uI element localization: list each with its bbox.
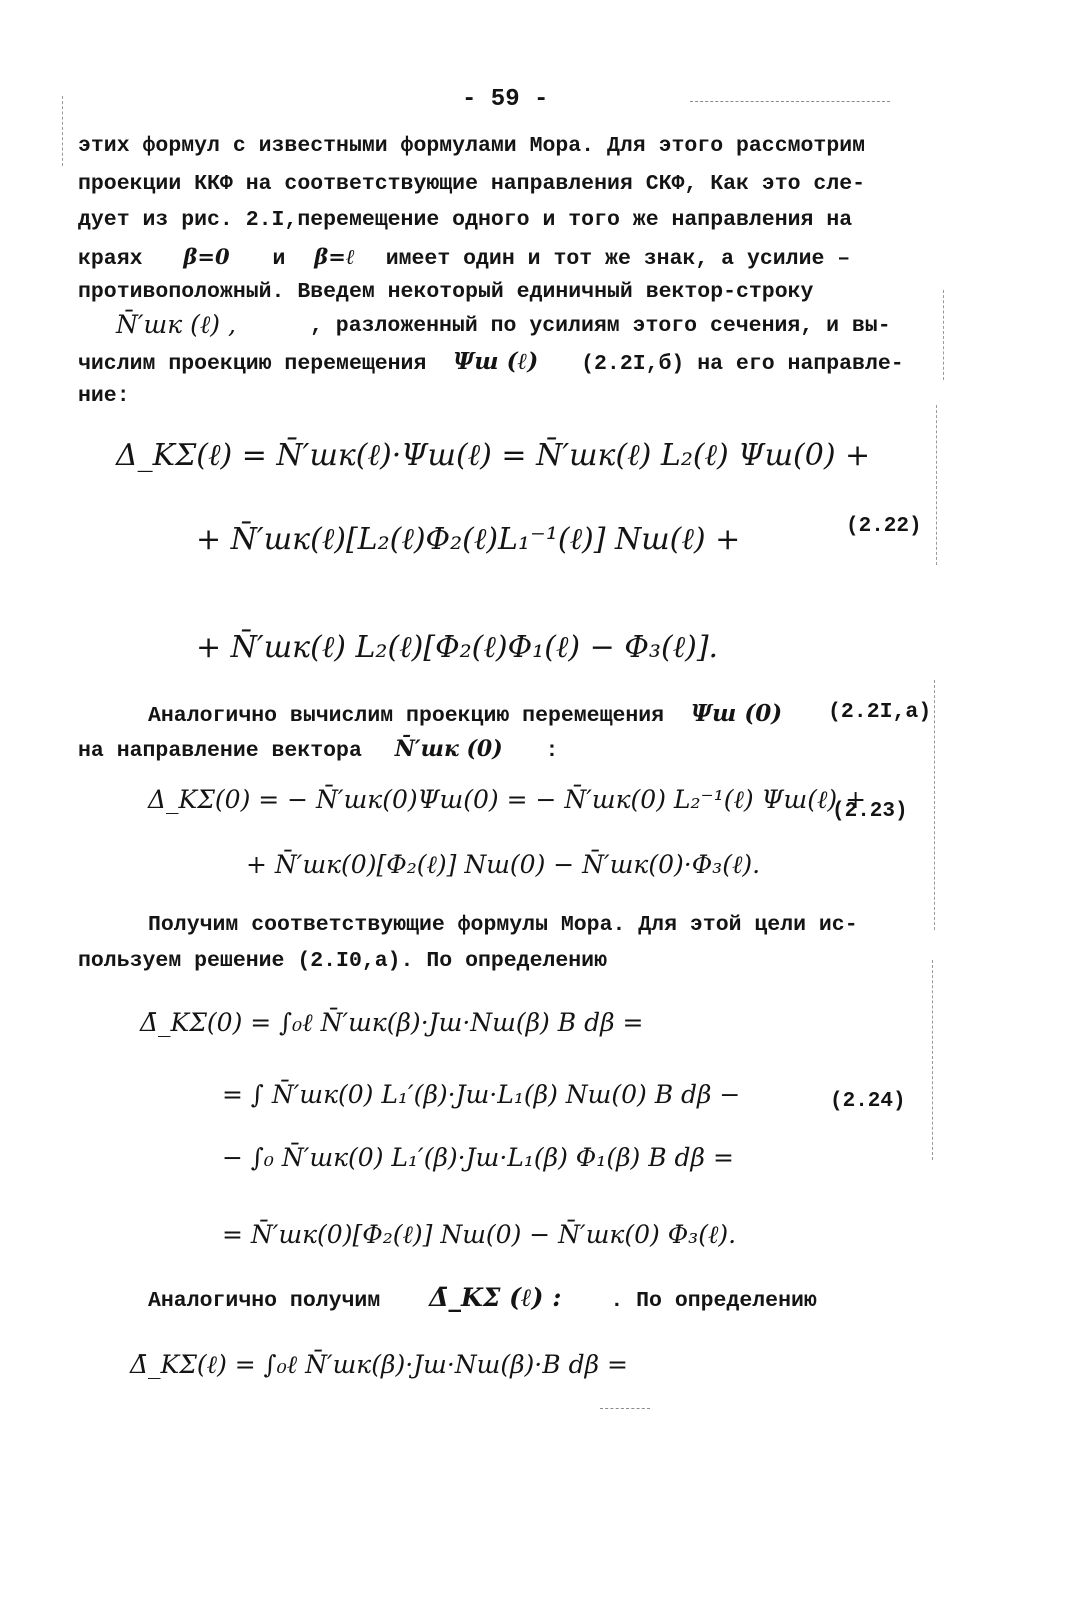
math-delta-ell: Δ̄_KΣ (ℓ) :: [429, 1283, 562, 1312]
equation-2-22-line-1: Δ_KΣ(ℓ) = N̄′шк(ℓ)·Ψш(ℓ) = N̄′шк(ℓ) L₂(ℓ) Ψш(0) +: [116, 438, 871, 473]
equation-2-22-line-3: + N̄′шк(ℓ) L₂(ℓ)[Φ₂(ℓ)Φ₁(ℓ) − Φ₃(ℓ)].: [196, 630, 719, 665]
scan-artifact-margin-right: [934, 680, 935, 930]
text-span: Аналогично вычислим проекцию перемещения: [148, 704, 665, 728]
equation-2-24-line-2: = ∫ N̄′шк(0) L₁′(β)·Jш·L₁(β) Nш(0) B dβ −: [222, 1080, 741, 1109]
equation-2-24-line-1: Δ̄_KΣ(0) = ∫₀ℓ N̄′шк(β)·Jш·Nш(β) B dβ =: [140, 1008, 644, 1037]
text-span: :: [545, 739, 559, 763]
scan-artifact-line: [690, 101, 890, 102]
paragraph-4-line-1: [148, 1283, 817, 1313]
equation-2-24-line-3: − ∫₀ N̄′шк(0) L₁′(β)·Jш·L₁(β) Φ₁(β) B dβ =: [222, 1143, 734, 1172]
equation-reference: (2.2I,а): [828, 700, 932, 724]
scan-artifact-margin-left: [62, 96, 63, 166]
scan-artifact-margin-right: [943, 290, 944, 380]
text-span: краях: [78, 247, 143, 271]
equation-2-23-line-1: Δ_KΣ(0) = − N̄′шк(0)Ψш(0) = − N̄′шк(0) L₂⁻¹(ℓ) Ψш(ℓ) +: [148, 785, 867, 814]
paragraph-1-line-4: [78, 244, 850, 271]
math-inline-vector: N̄′шк (ℓ) ,: [116, 310, 236, 339]
text-span: Аналогично получим: [148, 1289, 381, 1313]
math-beta-ell: β=ℓ: [314, 244, 355, 269]
paragraph-1-line-7: [78, 348, 904, 376]
paragraph-1-line-6: , разложенный по усилиям этого сечения, и вы-: [310, 314, 891, 338]
math-psi-zero: Ψш (0): [691, 700, 783, 727]
equation-2-24-line-4: = N̄′шк(0)[Φ₂(ℓ)] Nш(0) − N̄′шк(0) Φ₃(ℓ).: [222, 1220, 737, 1249]
equation-final-line-1: Δ̄_KΣ(ℓ) = ∫₀ℓ N̄′шк(β)·Jш·Nш(β)·B dβ =: [130, 1350, 628, 1379]
math-beta-zero: β=0: [183, 244, 230, 269]
paragraph-1-line-1: этих формул с известными формулами Мора. Для этого рассмотрим: [78, 134, 866, 158]
math-psi-ell: Ψш (ℓ): [453, 348, 539, 375]
paragraph-2-line-1: [148, 700, 782, 728]
equation-2-23-line-2: + N̄′шк(0)[Φ₂(ℓ)] Nш(0) − N̄′шк(0)·Φ₃(ℓ).: [246, 850, 761, 879]
paragraph-1-line-5: противоположный. Введем некоторый единичный вектор-строку: [78, 280, 814, 304]
text-span: . По определению: [610, 1289, 817, 1313]
paragraph-2-line-2: [78, 736, 558, 763]
paragraph-1-line-3: дует из рис. 2.I,перемещение одного и того же направления на: [78, 208, 853, 232]
paragraph-3-line-2: пользуем решение (2.I0,а). По определению: [78, 949, 607, 973]
scan-artifact-line: [600, 1408, 650, 1409]
text-span: и: [272, 247, 286, 271]
paragraph-1-line-2: проекции ККФ на соответствующие направления СКФ, Как это сле-: [78, 172, 866, 196]
paragraph-1-line-8: ние:: [78, 384, 130, 408]
text-span: числим проекцию перемещения: [78, 352, 427, 376]
page-number: - 59 -: [462, 86, 549, 113]
text-span: (2.2I,б) на его направле-: [581, 352, 904, 376]
math-vector-zero: N̄′шк (0): [394, 736, 503, 762]
equation-number: (2.23): [832, 800, 908, 823]
scan-artifact-margin-right: [932, 960, 933, 1160]
equation-number: (2.24): [830, 1090, 906, 1113]
text-span: имеет один и тот же знак, а усилие –: [385, 247, 851, 271]
text-span: на направление вектора: [78, 739, 362, 763]
paragraph-3-line-1: Получим соответствующие формулы Мора. Для этой цели ис-: [148, 913, 858, 937]
equation-number: (2.22): [846, 515, 922, 538]
equation-2-22-line-2: + N̄′шк(ℓ)[L₂(ℓ)Φ₂(ℓ)L₁⁻¹(ℓ)] Nш(ℓ) +: [196, 522, 741, 557]
scan-artifact-margin-right: [936, 405, 937, 565]
